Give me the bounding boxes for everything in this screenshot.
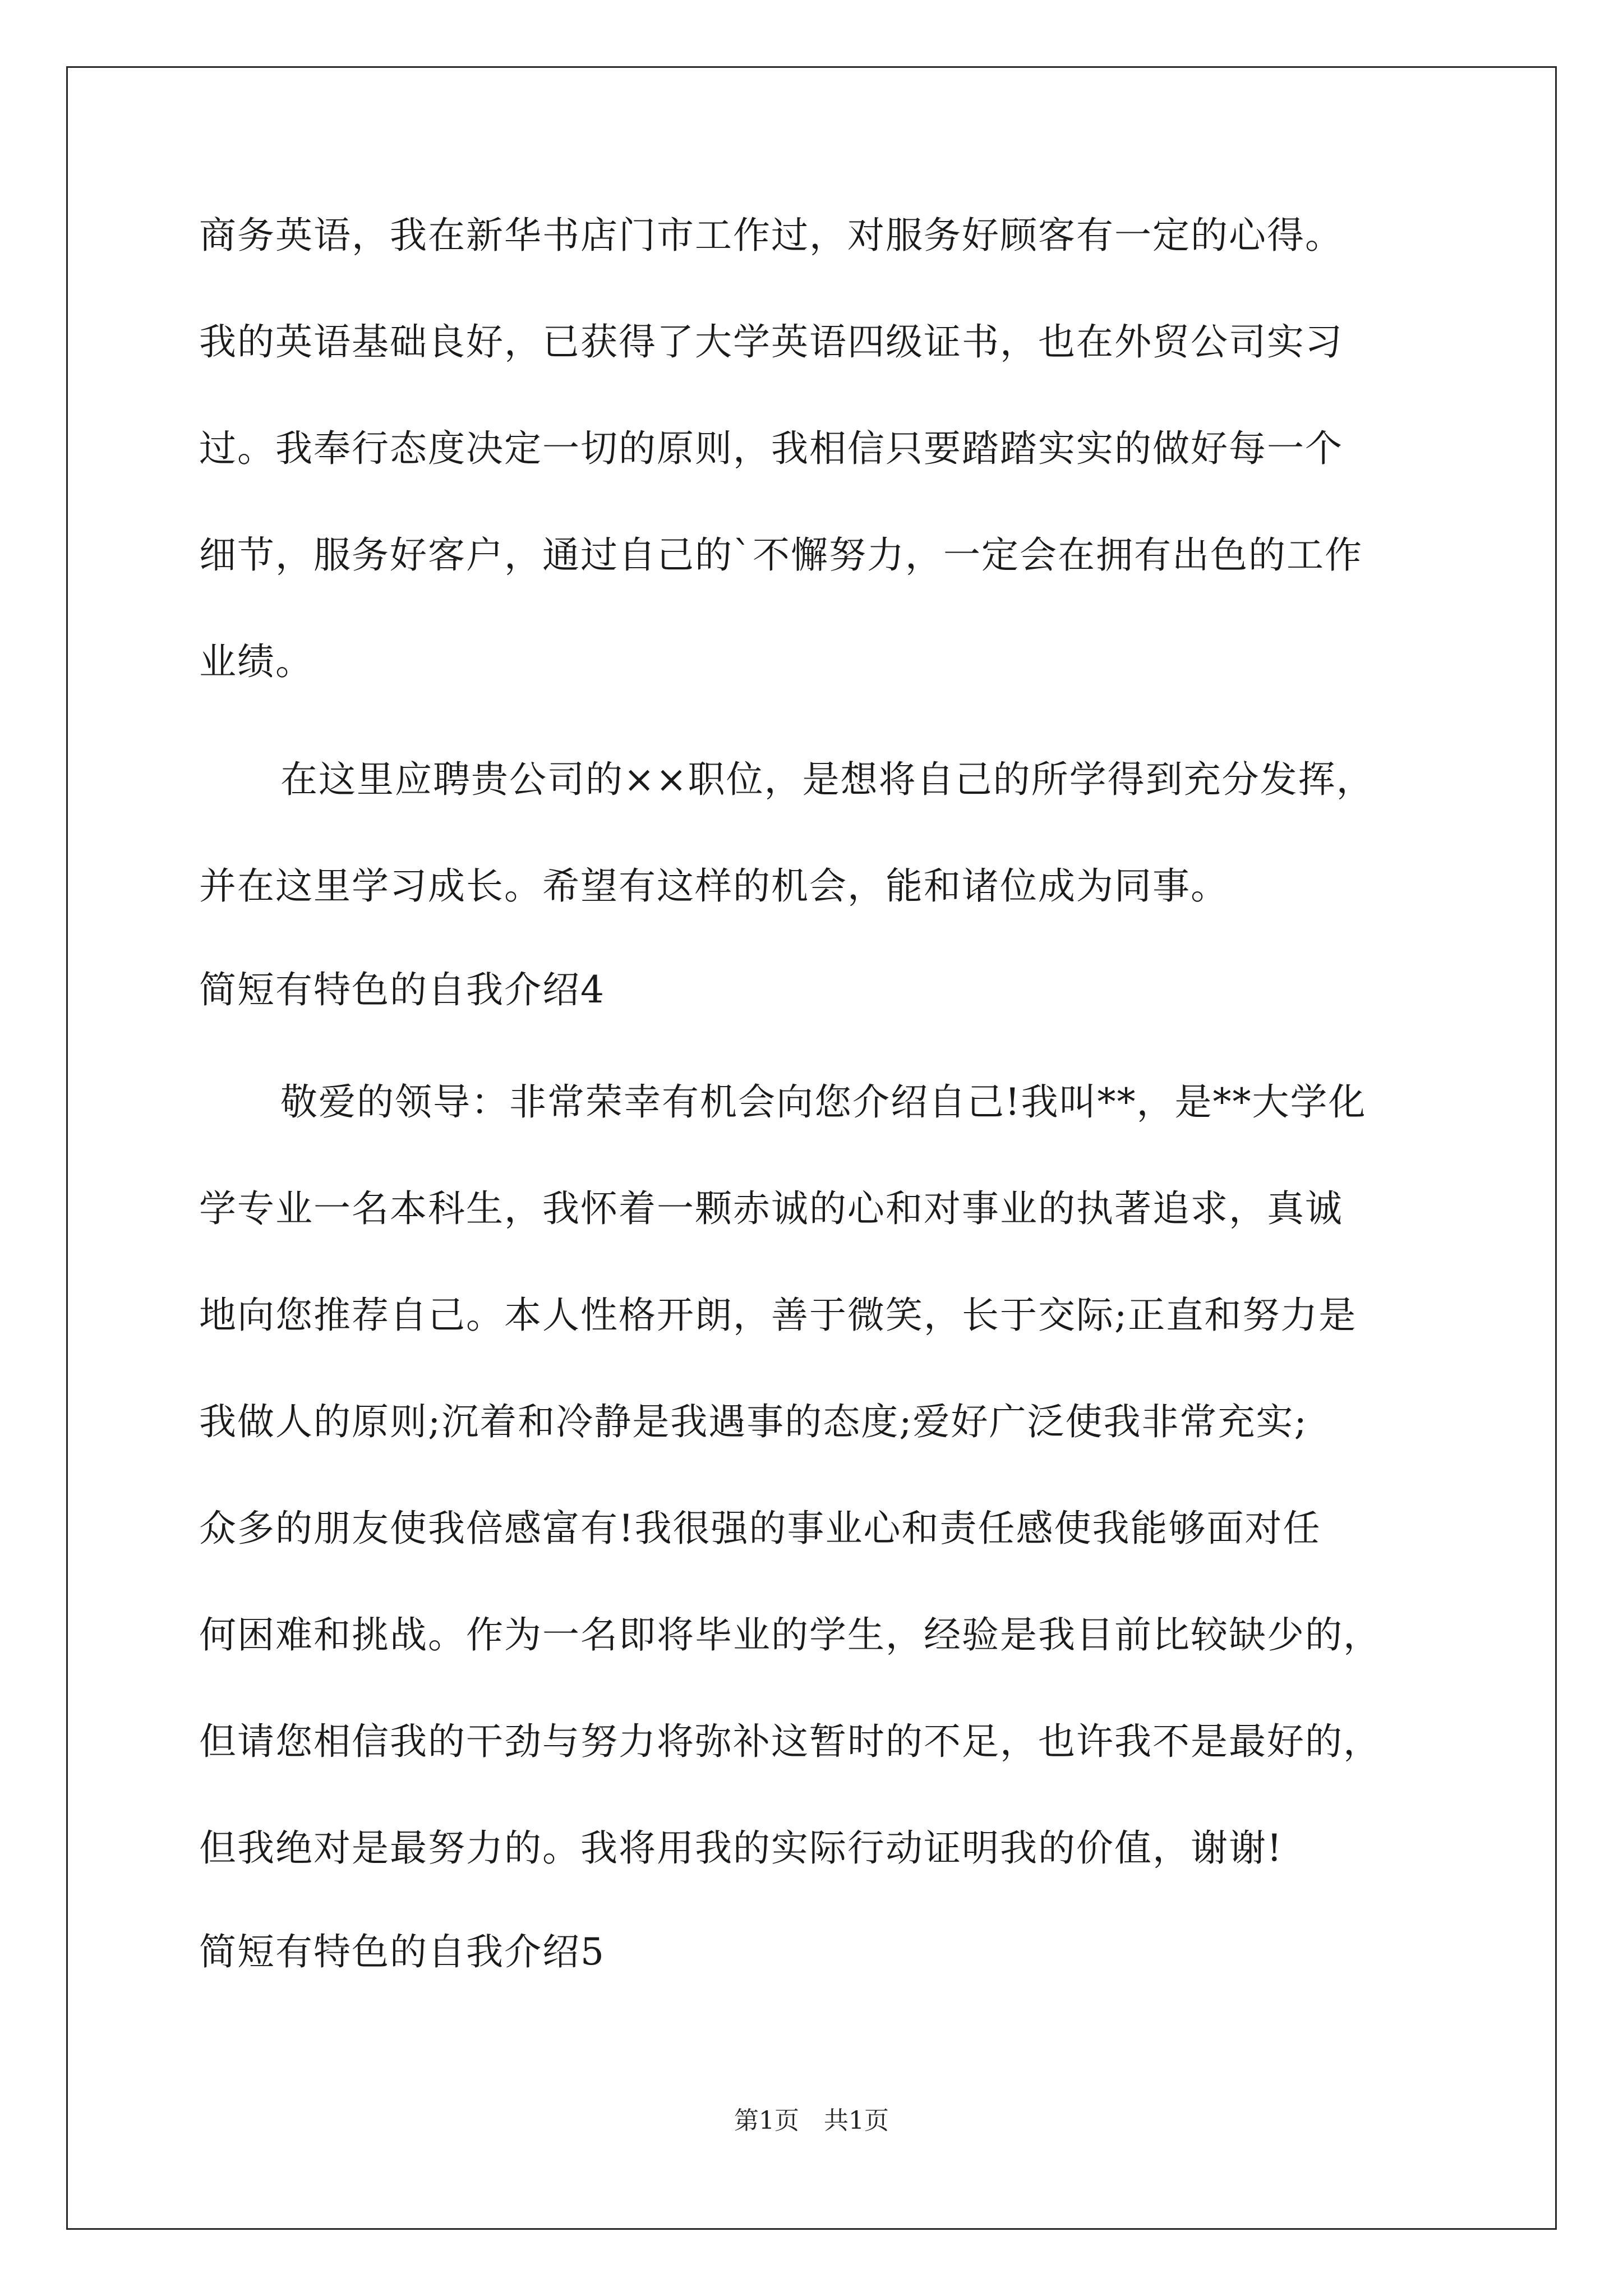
paragraph-line: 细节，服务好客户，通过自己的`不懈努力，一定会在拥有出色的工作 — [199, 533, 1363, 577]
paragraph-line: 但请您相信我的干劲与努力将弥补这暂时的不足，也许我不是最好的， — [199, 1720, 1381, 1763]
paragraph-line: 何困难和挑战。作为一名即将毕业的学生，经验是我目前比较缺少的， — [199, 1613, 1381, 1657]
paragraph-line: 学专业一名本科生，我怀着一颗赤诚的心和对事业的执著追求，真诚 — [199, 1187, 1343, 1230]
paragraph-line: 但我绝对是最努力的。我将用我的实际行动证明我的价值，谢谢! — [199, 1826, 1283, 1870]
paragraph-line: 地向您推荐自己。本人性格开朗，善于微笑，长于交际;正直和努力是 — [199, 1294, 1357, 1337]
paragraph-line: 众多的朋友使我倍感富有!我很强的事业心和责任感使我能够面对任 — [199, 1507, 1321, 1550]
paragraph-line: 过。我奉行态度决定一切的原则，我相信只要踏踏实实的做好每一个 — [199, 427, 1343, 470]
section-heading: 简短有特色的自我介绍5 — [199, 1930, 605, 1973]
paragraph-line: 在这里应聘贵公司的××职位，是想将自己的所学得到充分发挥， — [280, 758, 1375, 801]
paragraph-line: 业绩。 — [199, 640, 313, 683]
paragraph-line: 商务英语，我在新华书店门市工作过，对服务好顾客有一定的心得。 — [199, 214, 1343, 257]
paragraph-line: 我做人的原则;沉着和冷静是我遇事的态度;爱好广泛使我非常充实; — [199, 1400, 1308, 1443]
paragraph-line: 敬爱的领导：非常荣幸有机会向您介绍自己!我叫**，是**大学化 — [280, 1080, 1367, 1124]
paragraph-line: 我的英语基础良好，已获得了大学英语四级证书，也在外贸公司实习 — [199, 320, 1343, 364]
section-heading: 简短有特色的自我介绍4 — [199, 968, 605, 1011]
paragraph-line: 并在这里学习成长。希望有这样的机会，能和诸位成为同事。 — [199, 864, 1229, 908]
page-number-footer: 第1页 共1页 — [734, 2106, 889, 2135]
page-border — [66, 66, 1557, 2230]
